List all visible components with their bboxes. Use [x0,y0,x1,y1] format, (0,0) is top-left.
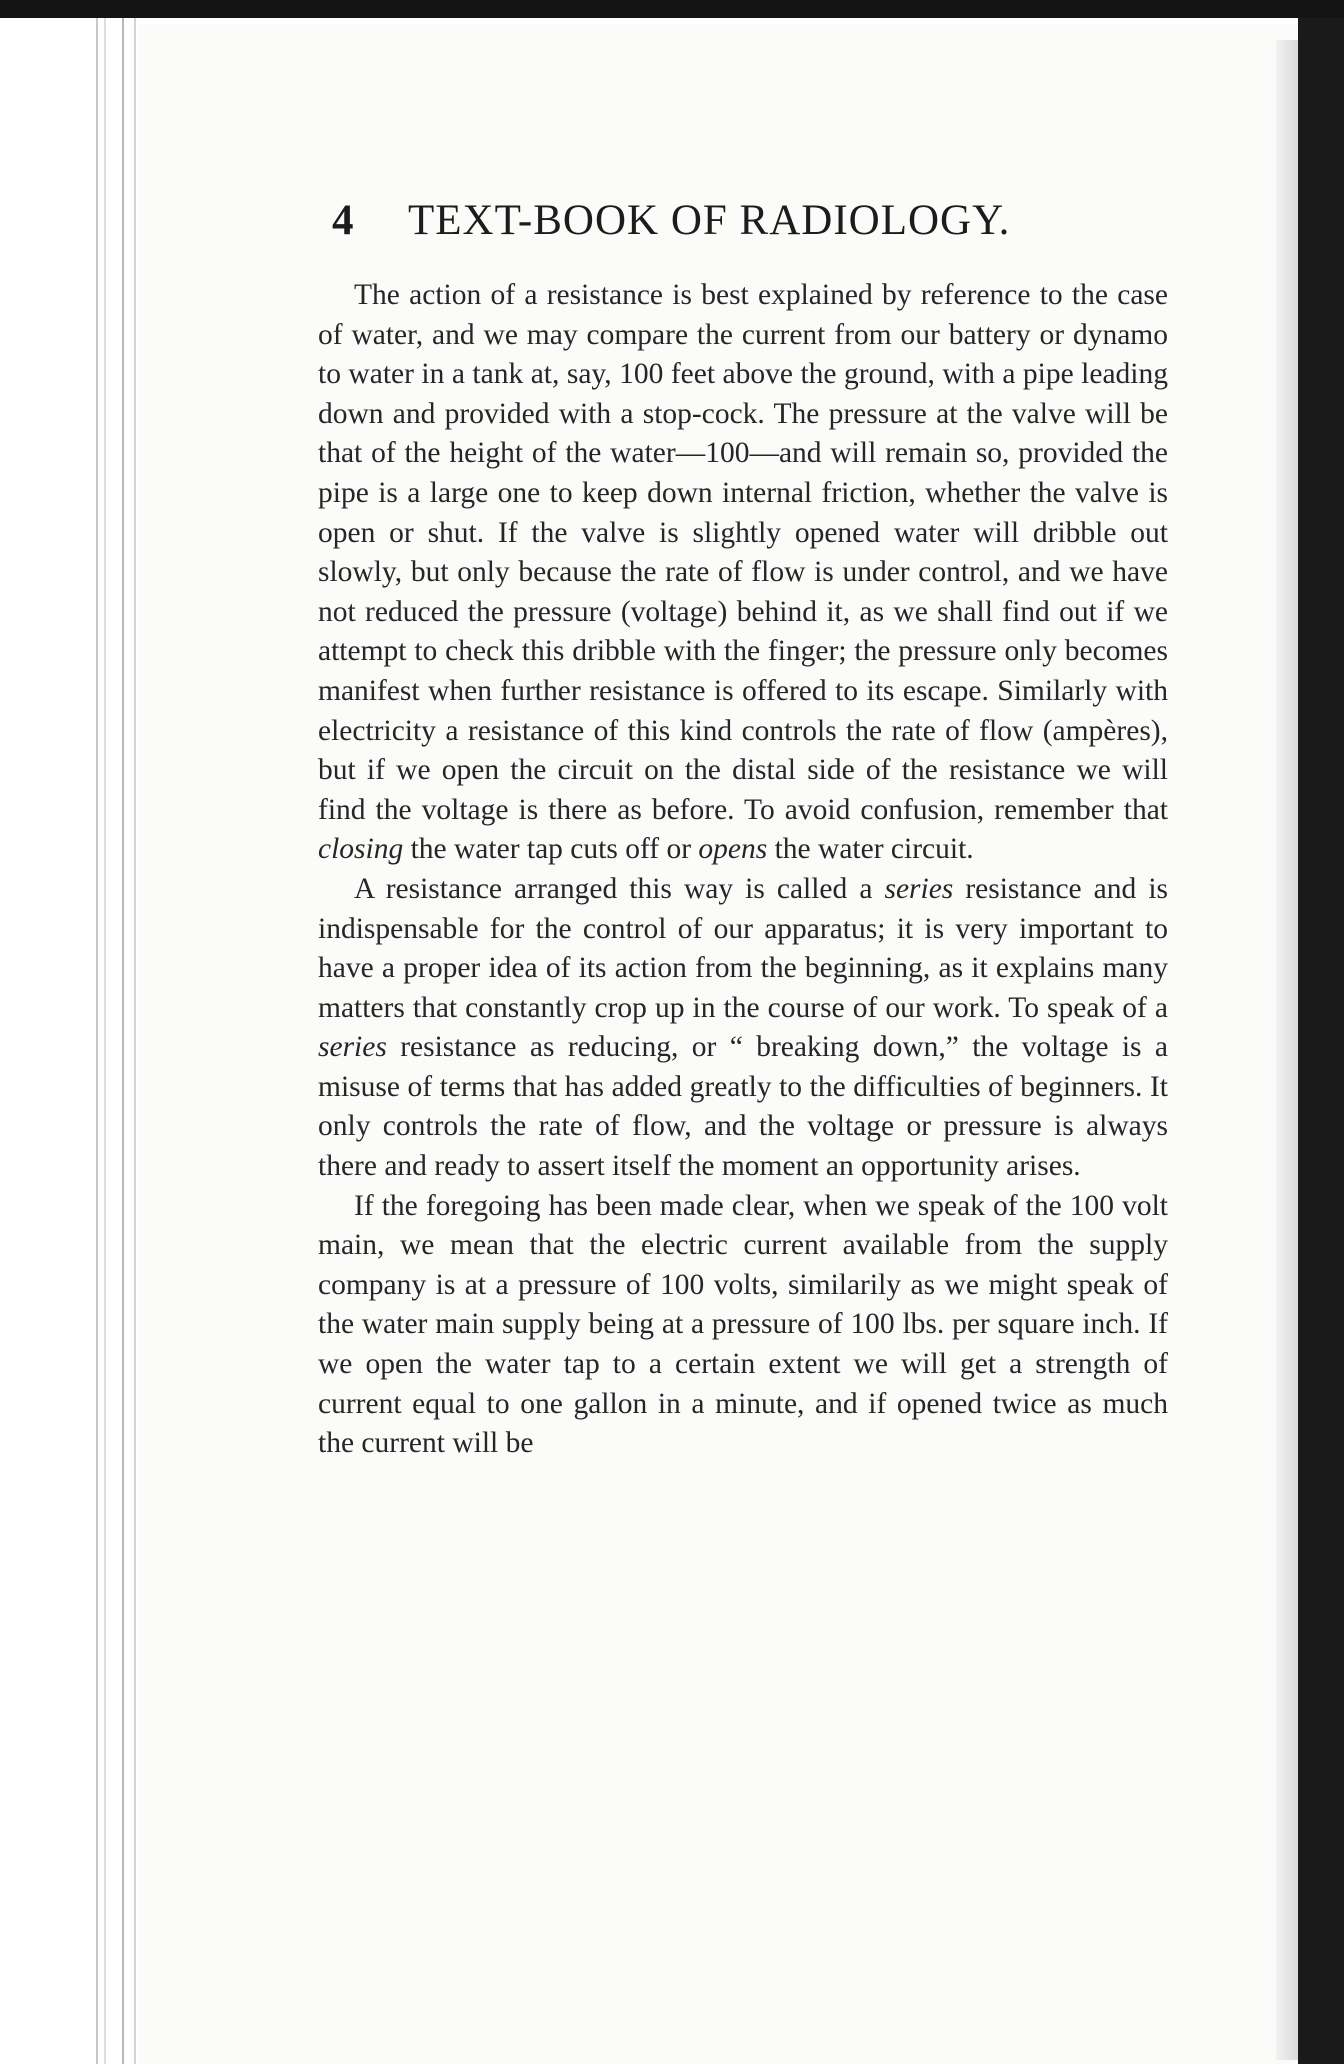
italic-word: series [318,1031,387,1064]
paragraph [318,276,1168,870]
paragraph-text: the water tap cuts off or [403,833,699,866]
italic-word: series [884,872,954,905]
left-margin [0,0,62,2064]
scanner-edge [1298,0,1344,2064]
scanner-top-edge [0,0,1344,18]
page-edge-shadow [1276,40,1298,2060]
spine-line [96,0,98,2064]
spine-line [104,0,106,2064]
spine-line [134,0,136,2064]
paragraph [318,870,1168,1187]
running-head [332,196,1072,256]
book-title: TEXT-BOOK OF RADIOLOGY. [408,197,1011,244]
paragraph-text: The action of a resistance is best explained by reference to the case of water, and we may compare the current from our battery or dynamo to water in a tank at, say, 100 feet above the ground, with a pipe leading down and provided with a stop-cock. The pressure at the valve will be that of the height of the water—100—and will remain so, provided the pipe is a large one to keep down internal friction, whether the valve is open or shut. If the valve is slightly opened water will dribble out slowly, but only because the rate of flow is under control, and we have not reduced the pressure (voltage) behind it, as we shall find out if we attempt to check this dribble with the finger; the pressure only becomes manifest when further resistance is offered to its escape. Similarly with electricity a resistance of this kind controls the rate of flow (ampères), but if we open the circuit on the distal side of the resistance we will find the voltage is there as before. To avoid confusion, remember that [318,279,1168,826]
paragraph [318,1187,1168,1464]
body-text [318,276,1168,1464]
paragraph-text: resistance as reducing, or “ breaking down,” the voltage is a misuse of terms that has added greatly to the difficulties of beginners. It only controls the rate of flow, and the voltage or pressure is always there and ready to assert itself the moment an opportunity arises. [318,1031,1168,1183]
page-number: 4 [332,197,354,244]
paragraph-text: If the foregoing has been made clear, when we speak of the 100 volt main, we mean that the electric current available from the supply company is at a pressure of 100 volts, similarily as we might speak of the water main supply being at a pressure of 100 lbs. per square inch. If we open the water tap to a certain extent we will get a strength of current equal to one gallon in a minute, and if opened twice as much the current will be [318,1189,1168,1460]
italic-word: opens [698,833,768,866]
spine-line [122,0,124,2064]
paragraph-text: resistance and is indispensable for the control of our apparatus; it is very important to have a proper idea of its action from the beginning, as it explains many matters that constantly crop up in the course of our work. To speak of a [318,872,1168,1024]
italic-word: closing [318,833,404,866]
paragraph-text: the water circuit. [767,833,974,866]
paragraph-text: A resistance arranged this way is called a [354,872,885,905]
